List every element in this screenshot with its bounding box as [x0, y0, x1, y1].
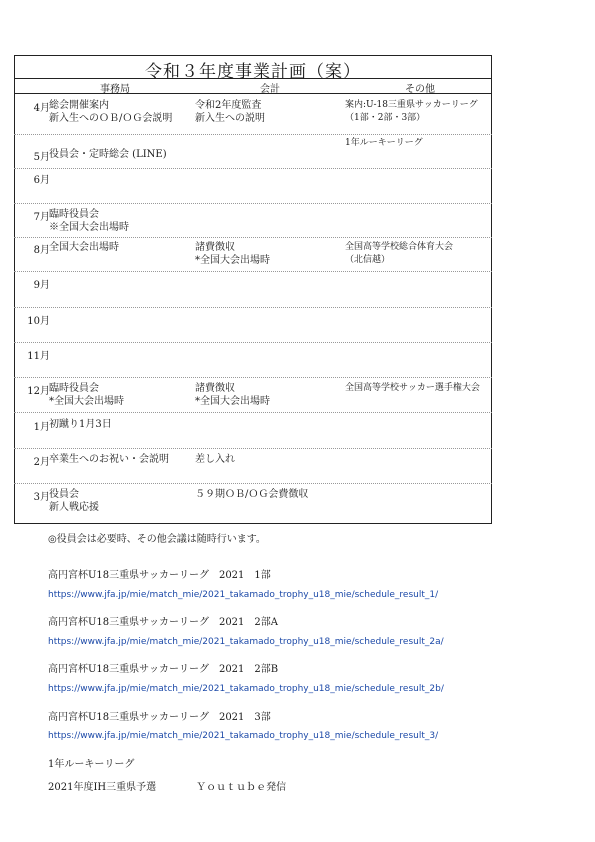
office-cell: 総会開催案内 新入生へのＯＢ/ＯＧ会説明	[49, 100, 173, 124]
month-cell: 3月	[33, 492, 50, 503]
office-cell: 臨時役員会 *全国大会出場時	[49, 383, 124, 407]
row-divider	[14, 342, 492, 343]
row-divider	[14, 307, 492, 308]
meeting-note: ◎役員会は必要時、その他会議は随時行います。	[48, 534, 266, 545]
other-cell: 案内:U-18三重県サッカーリーグ （1部・2部・3部）	[345, 100, 478, 123]
column-header-office: 事務局	[100, 84, 130, 95]
column-header-accounting: 会計	[260, 84, 280, 95]
month-cell: 8月	[33, 245, 50, 256]
month-cell: 2月	[33, 457, 50, 468]
other-cell: 1年ルーキーリーグ	[345, 138, 423, 148]
league-link[interactable]: https://www.jfa.jp/mie/match_mie/2021_takamado_trophy_u18_mie/schedule_result_2b/	[48, 684, 444, 694]
month-cell: 1月	[33, 422, 50, 433]
league-title: 高円宮杯U18三重県サッカーリーグ 2021 3部	[48, 712, 271, 723]
accounting-cell: ５９期ＯＢ/ＯＧ会費徴収	[195, 489, 309, 500]
row-divider	[14, 377, 492, 378]
month-cell: 5月	[33, 152, 50, 163]
office-cell: 全国大会出場時	[49, 242, 119, 253]
header-divider	[14, 93, 492, 94]
office-cell: 役員会・定時総会 (LINE)	[49, 149, 167, 160]
league-title: 高円宮杯U18三重県サッカーリーグ 2021 2部B	[48, 664, 279, 675]
row-divider	[14, 203, 492, 204]
row-divider	[14, 271, 492, 272]
accounting-cell: 差し入れ	[195, 454, 235, 465]
other-cell: 全国高等学校総合体育大会 （北信越）	[345, 242, 454, 265]
month-cell: 12月	[27, 386, 50, 397]
row-divider	[14, 412, 492, 413]
row-divider	[14, 168, 492, 169]
row-divider	[14, 134, 492, 135]
month-cell: 4月	[33, 103, 50, 114]
month-cell: 11月	[27, 351, 50, 362]
accounting-cell: 令和2年度監査 新入生への説明	[195, 100, 265, 124]
accounting-cell: 諸費徴収 *全国大会出場時	[195, 242, 270, 266]
league-link[interactable]: https://www.jfa.jp/mie/match_mie/2021_takamado_trophy_u18_mie/schedule_result_3/	[48, 731, 439, 741]
row-divider	[14, 448, 492, 449]
league-link[interactable]: https://www.jfa.jp/mie/match_mie/2021_takamado_trophy_u18_mie/schedule_result_2a/	[48, 637, 444, 647]
other-cell: 全国高等学校サッカー選手権大会	[345, 383, 480, 393]
month-cell: 9月	[33, 280, 50, 291]
page-title: 令和３年度事業計画（案）	[145, 62, 361, 82]
row-divider	[14, 237, 492, 238]
title-divider	[14, 78, 492, 79]
month-cell: 7月	[33, 212, 50, 223]
column-header-other: その他	[405, 84, 435, 95]
league-title: 高円宮杯U18三重県サッカーリーグ 2021 1部	[48, 570, 271, 581]
league-title: 高円宮杯U18三重県サッカーリーグ 2021 2部A	[48, 617, 278, 628]
rookie-league-label: 1年ルーキーリーグ	[48, 759, 135, 770]
accounting-cell: 諸費徴収 *全国大会出場時	[195, 383, 270, 407]
office-cell: 臨時役員会 ※全国大会出場時	[49, 209, 129, 233]
month-cell: 10月	[27, 316, 50, 327]
office-cell: 卒業生へのお祝い・会説明	[49, 454, 169, 465]
office-cell: 役員会 新人戦応援	[49, 489, 99, 513]
month-cell: 6月	[33, 175, 50, 186]
ih-prelim-label: 2021年度IH三重県予選 Ｙｏｕｔｕｂｅ発信	[48, 782, 287, 793]
row-divider	[14, 483, 492, 484]
league-link[interactable]: https://www.jfa.jp/mie/match_mie/2021_takamado_trophy_u18_mie/schedule_result_1/	[48, 590, 439, 600]
office-cell: 初蹴り1月3日	[49, 419, 112, 430]
